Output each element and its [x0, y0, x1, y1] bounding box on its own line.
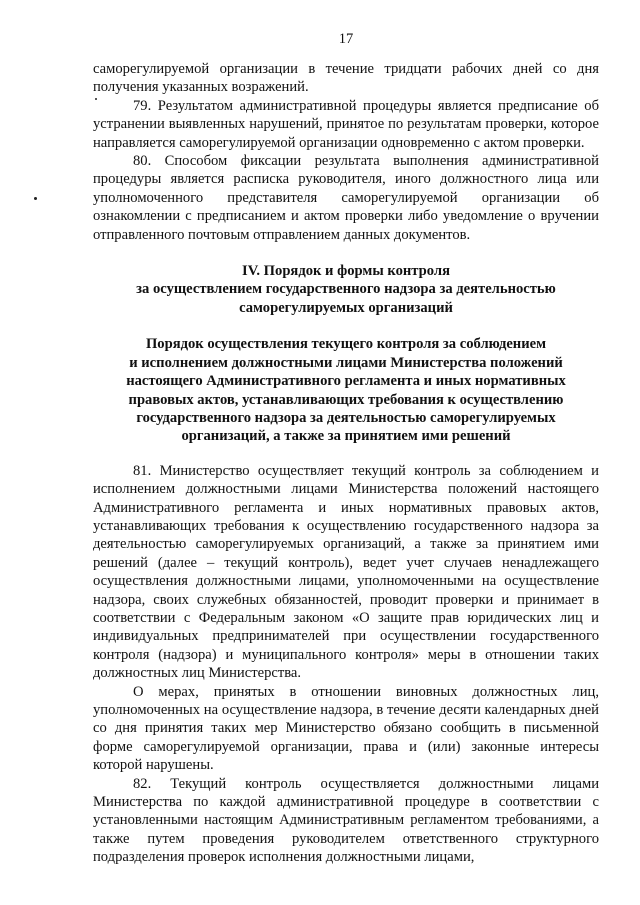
section-heading-line: саморегулируемых организаций — [239, 299, 453, 316]
subsection-heading — [93, 335, 599, 445]
subsection-heading-line: Порядок осуществления текущего контроля за соблюдением — [145, 336, 547, 353]
paragraph-79: 79. Результатом административной процедуры является предписание об устранении выявленных нарушений, принятое по результатам проверки, которое направляется саморегулируемой организации одновременно с актом проверки. — [93, 97, 599, 151]
subsection-heading-line: государственного надзора за деятельностью саморегулируемых — [136, 409, 556, 426]
document-page — [93, 30, 599, 867]
page-number: 17 — [338, 31, 354, 47]
scan-speck — [34, 197, 37, 200]
paragraph-81-measures: О мерах, принятых в отношении виновных должностных лиц, уполномоченных на осуществление надзора, в течение десяти календарных дней со дня принятия таких мер Министерство обязано сообщить в письменной форме саморегулируемой организации, права и (или) законные интересы которой нарушены. — [93, 683, 599, 774]
subsection-heading-line: настоящего Административного регламента и иных нормативных — [126, 373, 566, 390]
section-heading-line: за осуществлением государственного надзора за деятельностью — [136, 281, 556, 298]
subsection-heading-line: и исполнением должностными лицами Министерства положений — [129, 354, 563, 371]
subsection-heading-line: правовых актов, устанавливающих требования к осуществлению — [128, 391, 564, 408]
scan-speck — [95, 98, 97, 100]
section-heading — [93, 262, 599, 317]
paragraph-continuation: саморегулируемой организации в течение тридцати рабочих дней со дня получения указанных возражений. — [93, 61, 599, 96]
section-heading-line: IV. Порядок и формы контроля — [242, 263, 450, 280]
paragraph-80: 80. Способом фиксации результата выполнения административной процедуры является расписка руководителя, иного должностного лица или уполномоченного представителя саморегулируемой организации об ознакомлении с предписанием и актом проверки либо уведомление о вручении отправленного почтовым отправлением данных документов. — [93, 153, 599, 243]
paragraph-82: 82. Текущий контроль осуществляется должностными лицами Министерства по каждой административной процедуре в соответствии с установленными настоящим Административным регламентом требованиями, а также путем проведения руководителем ответственного структурного подразделения проверок исполнения должностными лицами, — [93, 775, 599, 866]
subsection-heading-line: организаций, а также за принятием ими решений — [181, 428, 511, 445]
paragraph-81: 81. Министерство осуществляет текущий контроль за соблюдением и исполнением должностными лицами Министерства положений настоящего Административного регламента и иных нормативных правовых актов, устанавливающих требования к осуществлению государственного надзора за деятельностью саморегулируемых организаций, а также за принятием ими решений (далее – текущий контроль), ведет учет случаев ненадлежащего осуществления должностными лицами, уполномоченными на осуществление надзора, своих служебных обязанностей, проводит проверки и принимает в соответствии с Федеральным законом «О защите прав юридических лиц и индивидуальных предпринимателей при осуществлении государственного контроля (надзора) и муниципального контроля» меры в отношении таких должностных лиц Министерства. — [93, 462, 599, 682]
